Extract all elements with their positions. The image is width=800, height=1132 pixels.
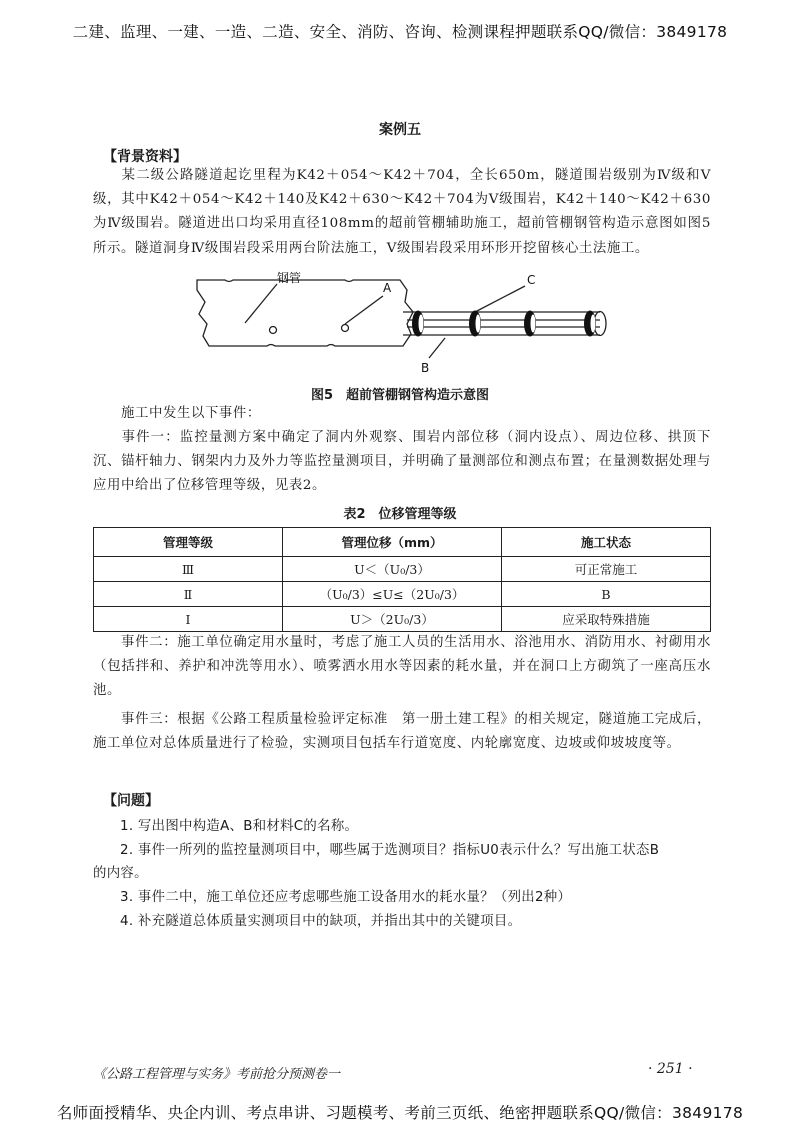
table-caption: 表2 位移管理等级 bbox=[343, 507, 457, 522]
label-c: C bbox=[527, 273, 536, 287]
col-header: 施工状态 bbox=[502, 528, 711, 557]
background-text: 某二级公路隧道起讫里程为K42＋054～K42＋704，全长650m，隧道围岩级别为Ⅳ级和Ⅴ级，其中K42＋054～K42＋140及K42＋630～K42＋704为Ⅴ级围岩，K42＋140～K42＋630为Ⅳ级围岩。隧道进出口均采用直径108mm的超前管棚辅助施工，超前管棚钢管构造示意图如图5所示。隧道洞身Ⅳ级围岩段采用两台阶法施工，Ⅴ级围岩段采用环形开挖留核心土法施工。 bbox=[93, 168, 711, 256]
figure-caption: 图5 超前管棚钢管构造示意图 bbox=[310, 388, 490, 403]
question-1: 1. 写出图中构造A、B和材料C的名称。 bbox=[120, 819, 359, 834]
header-banner: 二建、监理、一建、一造、二造、安全、消防、咨询、检测课程押题联系QQ/微信：3849178 bbox=[72, 23, 728, 41]
background-paragraph bbox=[93, 164, 711, 261]
events-intro: 施工中发生以下事件： bbox=[121, 406, 261, 421]
table-cell: Ⅲ bbox=[94, 557, 283, 582]
questions-heading: 【问题】 bbox=[103, 793, 159, 809]
displacement-table bbox=[93, 527, 711, 632]
label-a: A bbox=[383, 281, 392, 295]
event-one: 事件一：监控量测方案中确定了洞内外观察、围岩内部位移（洞内设点）、周边位移、拱顶下沉、锚杆轴力、钢架内力及外力等监控量测项目，并明确了量测部位和测点布置；在量测数据处理与应用中给出了位移管理等级，见表2。 bbox=[93, 430, 711, 494]
table-cell: U＞（2U₀/3） bbox=[283, 607, 502, 632]
table-cell: Ⅱ bbox=[94, 582, 283, 607]
table-row bbox=[94, 582, 711, 607]
table-cell: （U₀/3）≤U≤（2U₀/3） bbox=[283, 582, 502, 607]
table-row bbox=[94, 607, 711, 632]
background-heading: 【背景资料】 bbox=[103, 149, 187, 165]
event-two: 事件二：施工单位确定用水量时，考虑了施工人员的生活用水、浴池用水、消防用水、衬砌用水（包括拌和、养护和冲洗等用水）、喷雾洒水用水等因素的耗水量，并在洞口上方砌筑了一座高压水池。 bbox=[93, 635, 711, 699]
pipe-shed-diagram bbox=[185, 268, 625, 378]
table-cell: Ⅰ bbox=[94, 607, 283, 632]
table-cell: U＜（U₀/3） bbox=[283, 557, 502, 582]
question-3: 3. 事件二中，施工单位还应考虑哪些施工设备用水的耗水量？（列出2种） bbox=[120, 890, 572, 905]
case-title: 案例五 bbox=[379, 122, 421, 138]
book-title: 《公路工程管理与实务》考前抢分预测卷一 bbox=[93, 1067, 341, 1082]
page-number: · 251 · bbox=[648, 1061, 693, 1077]
table-cell: 可正常施工 bbox=[502, 557, 711, 582]
question-2-continued: 的内容。 bbox=[93, 866, 148, 881]
footer-banner: 名师面授精华、央企内训、考点串讲、习题模考、考前三页纸、绝密押题联系QQ/微信：3849178 bbox=[56, 1104, 744, 1122]
table-cell: B bbox=[502, 582, 711, 607]
label-b: B bbox=[421, 361, 430, 375]
col-header: 管理位移（mm） bbox=[283, 528, 502, 557]
question-2: 2. 事件一所列的监控量测项目中，哪些属于选测项目？指标U0表示什么？写出施工状态B bbox=[120, 843, 660, 858]
event-three: 事件三：根据《公路工程质量检验评定标准 第一册土建工程》的相关规定，隧道施工完成后，施工单位对总体质量进行了检验，实测项目包括车行道宽度、内轮廓宽度、边坡或仰坡坡度等。 bbox=[93, 712, 711, 752]
table-header-row bbox=[94, 528, 711, 557]
table-row bbox=[94, 557, 711, 582]
question-4: 4. 补充隧道总体质量实测项目中的缺项，并指出其中的关键项目。 bbox=[120, 914, 522, 929]
col-header: 管理等级 bbox=[94, 528, 283, 557]
table-cell: 应采取特殊措施 bbox=[502, 607, 711, 632]
label-steel-pipe: 钢管 bbox=[277, 271, 302, 285]
